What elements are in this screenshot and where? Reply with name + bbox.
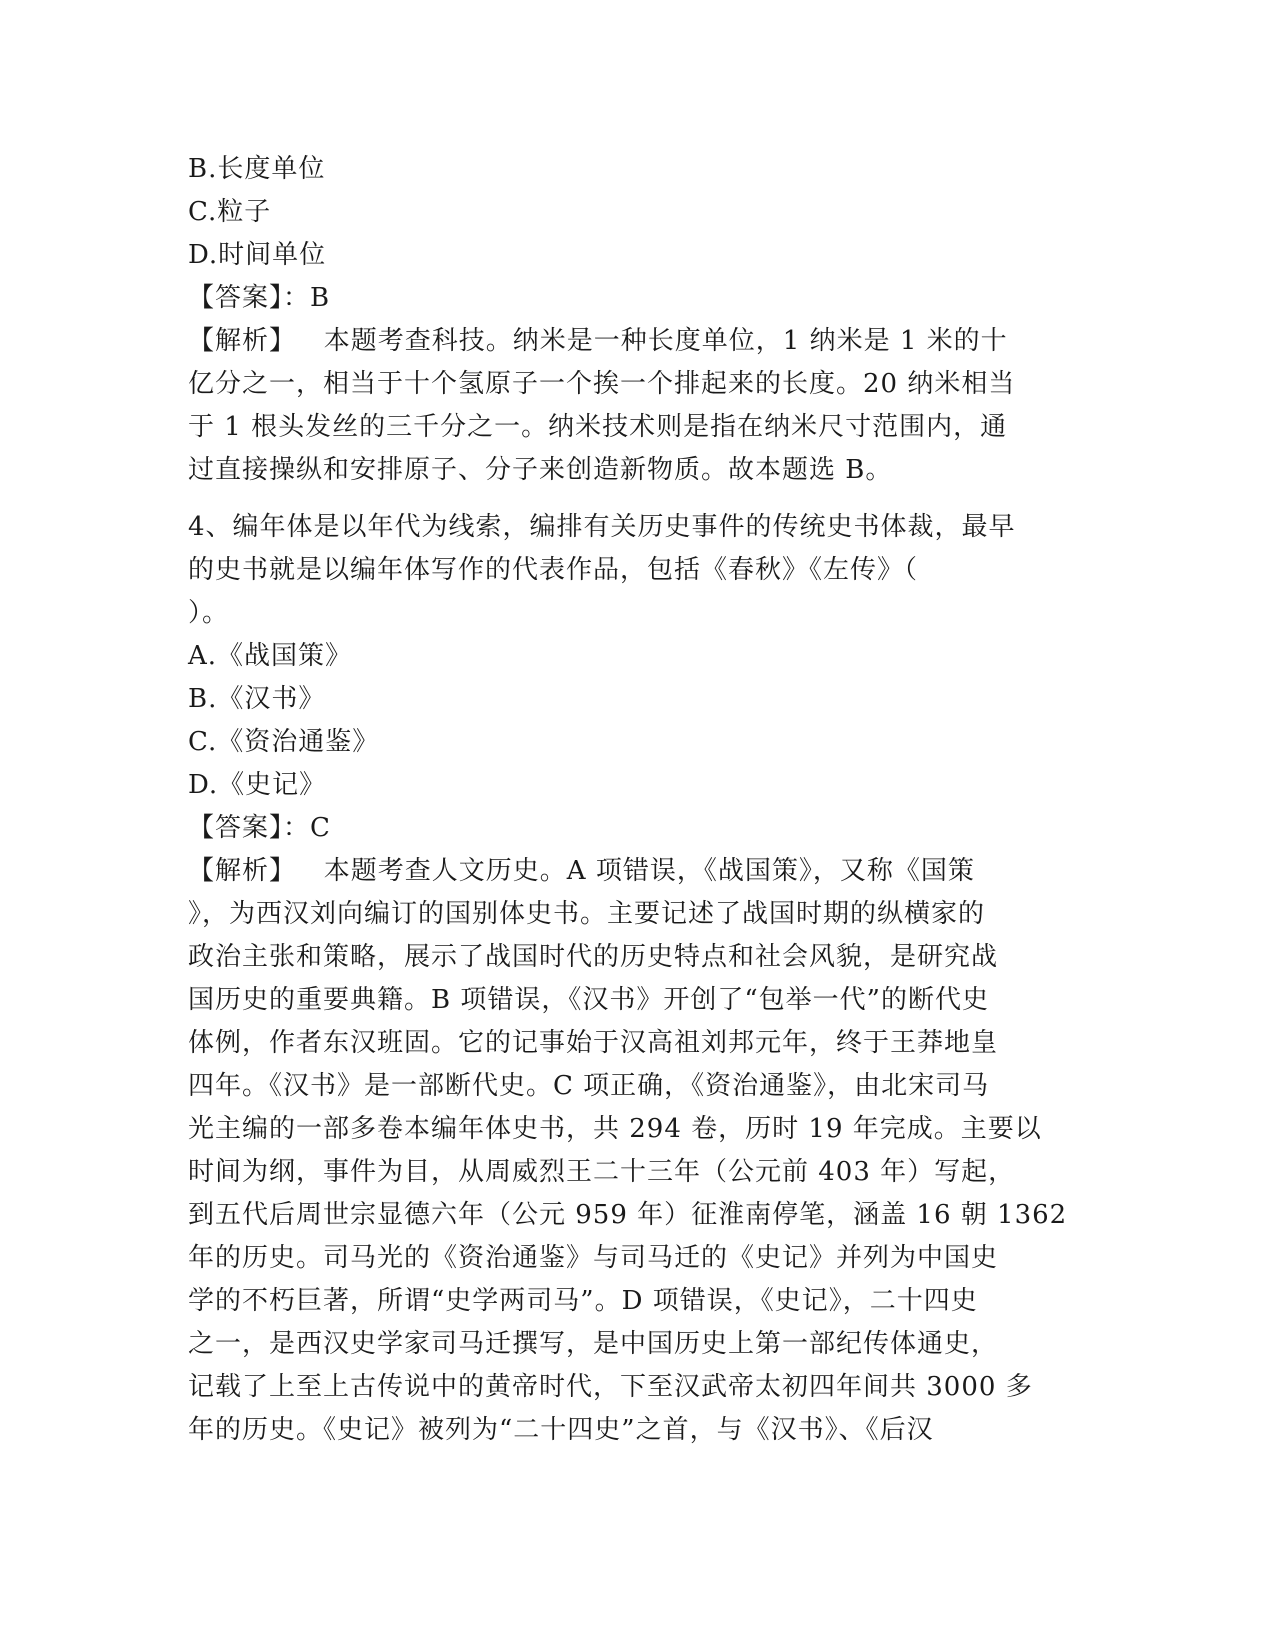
option-b: B.《汉书》 bbox=[188, 684, 326, 714]
analysis-line: 记载了上至上古传说中的黄帝时代，下至汉武帝太初四年间共 3000 多 bbox=[188, 1372, 1033, 1402]
analysis-line: 光主编的一部多卷本编年体史书，共 294 卷，历时 19 年完成。主要以 bbox=[188, 1114, 1042, 1144]
option-d: D.时间单位 bbox=[188, 240, 327, 270]
option-b: B.长度单位 bbox=[188, 154, 326, 184]
analysis-line: 亿分之一，相当于十个氢原子一个挨一个排起来的长度。20 纳米相当 bbox=[188, 369, 1016, 399]
option-a: A.《战国策》 bbox=[188, 641, 353, 671]
answer-line: 【答案】：B bbox=[188, 283, 331, 313]
question-4-stem bbox=[188, 506, 1088, 635]
option-c: C.粒子 bbox=[188, 197, 272, 227]
document-body bbox=[188, 148, 1088, 1452]
analysis-line: 于 1 根头发丝的三千分之一。纳米技术则是指在纳米尺寸范围内，通 bbox=[188, 412, 1008, 442]
analysis-line: 年的历史。《史记》被列为“二十四史”之首，与《汉书》、《后汉 bbox=[188, 1415, 934, 1445]
option-c: C.《资治通鉴》 bbox=[188, 727, 380, 757]
analysis-line: 【解析】 本题考查人文历史。A 项错误，《战国策》，又称《国策 bbox=[188, 856, 975, 886]
answer-line: 【答案】：C bbox=[188, 813, 331, 843]
analysis-paragraph bbox=[188, 320, 1088, 492]
stem-line: ）。 bbox=[188, 598, 230, 628]
analysis-line: 过直接操纵和安排原子、分子来创造新物质。故本题选 B。 bbox=[188, 455, 893, 485]
analysis-line: 体例，作者东汉班固。它的记事始于汉高祖刘邦元年，终于王莽地皇 bbox=[188, 1028, 999, 1058]
analysis-line: 之一，是西汉史学家司马迁撰写，是中国历史上第一部纪传体通史， bbox=[188, 1329, 999, 1359]
stem-line: 4、编年体是以年代为线索，编排有关历史事件的传统史书体裁，最早 bbox=[188, 512, 1016, 542]
paragraph-gap bbox=[188, 492, 1088, 506]
analysis-line: 时间为纲，事件为目，从周威烈王二十三年（公元前 403 年）写起， bbox=[188, 1157, 1016, 1187]
analysis-line: 年的历史。司马光的《资治通鉴》与司马迁的《史记》并列为中国史 bbox=[188, 1243, 999, 1273]
analysis-line: 政治主张和策略，展示了战国时代的历史特点和社会风貌，是研究战 bbox=[188, 942, 999, 972]
analysis-line: 学的不朽巨著，所谓“史学两司马”。D 项错误，《史记》，二十四史 bbox=[188, 1286, 978, 1316]
analysis-line: 》，为西汉刘向编订的国别体史书。主要记述了战国时期的纵横家的 bbox=[188, 899, 986, 929]
option-d: D.《史记》 bbox=[188, 770, 327, 800]
stem-line: 的史书就是以编年体写作的代表作品，包括《春秋》《左传》（ bbox=[188, 555, 919, 585]
analysis-line: 【解析】 本题考查科技。纳米是一种长度单位，1 纳米是 1 米的十 bbox=[188, 326, 1008, 356]
analysis-line: 国历史的重要典籍。B 项错误，《汉书》开创了“包举一代”的断代史 bbox=[188, 985, 989, 1015]
analysis-line: 到五代后周世宗显德六年（公元 959 年）征淮南停笔，涵盖 16 朝 1362 bbox=[188, 1200, 1068, 1230]
analysis-line: 四年。《汉书》是一部断代史。C 项正确，《资治通鉴》，由北宋司马 bbox=[188, 1071, 990, 1101]
analysis-paragraph bbox=[188, 850, 1088, 1452]
